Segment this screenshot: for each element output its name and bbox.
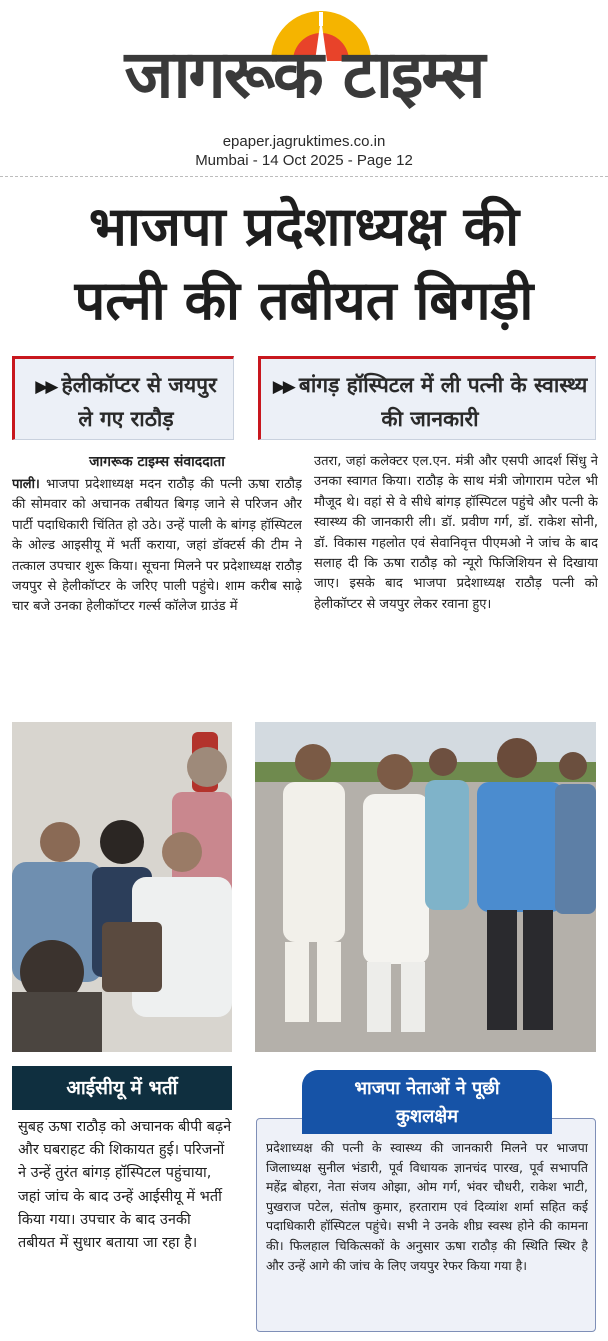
byline: जागरूक टाइम्स संवाददाता (89, 454, 225, 470)
leaders-title-line-1: भाजपा नेताओं ने पूछी (354, 1078, 500, 1099)
newspaper-logo: जागरूक टाइम्स (124, 36, 484, 113)
edition-info: Mumbai - 14 Oct 2025 - Page 12 (195, 152, 413, 169)
leaders-title-line-2: कुशलक्षेम (396, 1106, 458, 1127)
icu-box-title: आईसीयू में भर्ती (12, 1066, 232, 1110)
double-arrow-icon: ▶▶ (272, 377, 293, 397)
icu-box-text: सुबह ऊषा राठौड़ को अचानक बीपी बढ़ने और घबराहट की शिकायत हुई। परिजनों ने उन्हें तुरंत बांगड़ हॉस्पिटल पहुंचाया, जहां जांच के बाद उन्हें आईसीयू में भर्ती किया गया। उपचार के बाद उनकी तबीयत में सुधार बताया जा रहा है। (18, 1119, 232, 1252)
headline (8, 190, 600, 338)
dateline: पाली। (12, 477, 40, 492)
page-divider (0, 176, 608, 177)
subhead-left (12, 356, 234, 440)
leaders-box-text: प्रदेशाध्यक्ष की पत्नी के स्वास्थ्य की जानकारी मिलने पर भाजपा जिलाध्यक्ष सुनील भंडारी, पूर्व विधायक ज्ञानचंद पारख, पूर्व सभापति महेंद्र बोहरा, नेता संजय ओझा, ओम गर्ग, भंवर चौधरी, राकेश भाटी, पुखराज पटेल, संतोष कुमार, हरताराम एवं दिव्यांश शर्मा सहित कई पदाधिकारी हॉस्पिटल पहुंचे। सभी ने उनके शीघ्र स्वस्थ होने की कामना की। फिलहाल चिकित्सकों के अनुसार ऊषा राठौड़ की स्थिति स्थिर है और उन्हें आगे की जांच के लिए जयपुर रेफर किया गया है। (266, 1140, 588, 1273)
double-arrow-icon: ▶▶ (35, 377, 56, 397)
subhead-right-text: बांगड़ हॉस्पिटल में ली पत्नी के स्वास्थ्य की जानकारी (298, 373, 588, 431)
photo-hospital-visit (12, 722, 232, 1052)
epaper-url[interactable]: epaper.jagruktimes.co.in (222, 133, 386, 150)
subhead-right (258, 356, 596, 440)
subhead-left-text: हेलीकॉप्टर से जयपुर ले गए राठौड़ (61, 373, 217, 431)
article-column-right: उतरा, जहां कलेक्टर एल.एन. मंत्री और एसपी आदर्श सिंधु ने उनका स्वागत किया। राठौड़ के साथ मंत्री जोगाराम पटेल भी मौजूद थे। वहां से वे सीधे बांगड़ हॉस्पिटल पहुंचे और पत्नी के स्वास्थ्य की जानकारी ली। डॉ. प्रवीण गर्ग, डॉ. राकेश सोनी, डॉ. विकास गहलोत एवं सेवानिवृत्त पीएमओ ने जांच के बाद सलाह दी कि ऊषा राठौड़ को न्यूरो फिजिशियन से दिखाया जाए। इसके बाद भाजपा प्रदेशाध्यक्ष राठौड़ पत्नी को हेलीकॉप्टर से जयपुर लेकर रवाना हुए। (314, 454, 598, 612)
leaders-box-title (302, 1070, 552, 1134)
headline-line-2: पत्नी की तबीयत बिगड़ी (74, 269, 534, 332)
article-body-left: भाजपा प्रदेशाध्यक्ष मदन राठौड़ की पत्नी ऊषा राठौड़ की सोमवार को अचानक तबीयत बिगड़ जाने से परिजन और पार्टी पदाधिकारी चिंतित हो उठे। उन्हें पाली के बांगड़ हॉस्पिटल के ओल्ड आइसीयू में भर्ती कराया, जहां डॉक्टर्स की टीम ने तत्काल उपचार शुरू किया। सूचना मिलने पर प्रदेशाध्यक्ष राठौड़ जयपुर से हेलीकॉप्टर के जरिए पाली पहुंचे। शाम करीब साढ़े चार बजे उनका हेलीकॉप्टर गर्ल्स कॉलेज ग्राउंड में (12, 477, 302, 615)
masthead (0, 0, 608, 178)
article-column-left (12, 475, 302, 720)
headline-line-1: भाजपा प्रदेशाध्यक्ष की (88, 195, 520, 258)
photo-leaders-walking (255, 722, 596, 1052)
